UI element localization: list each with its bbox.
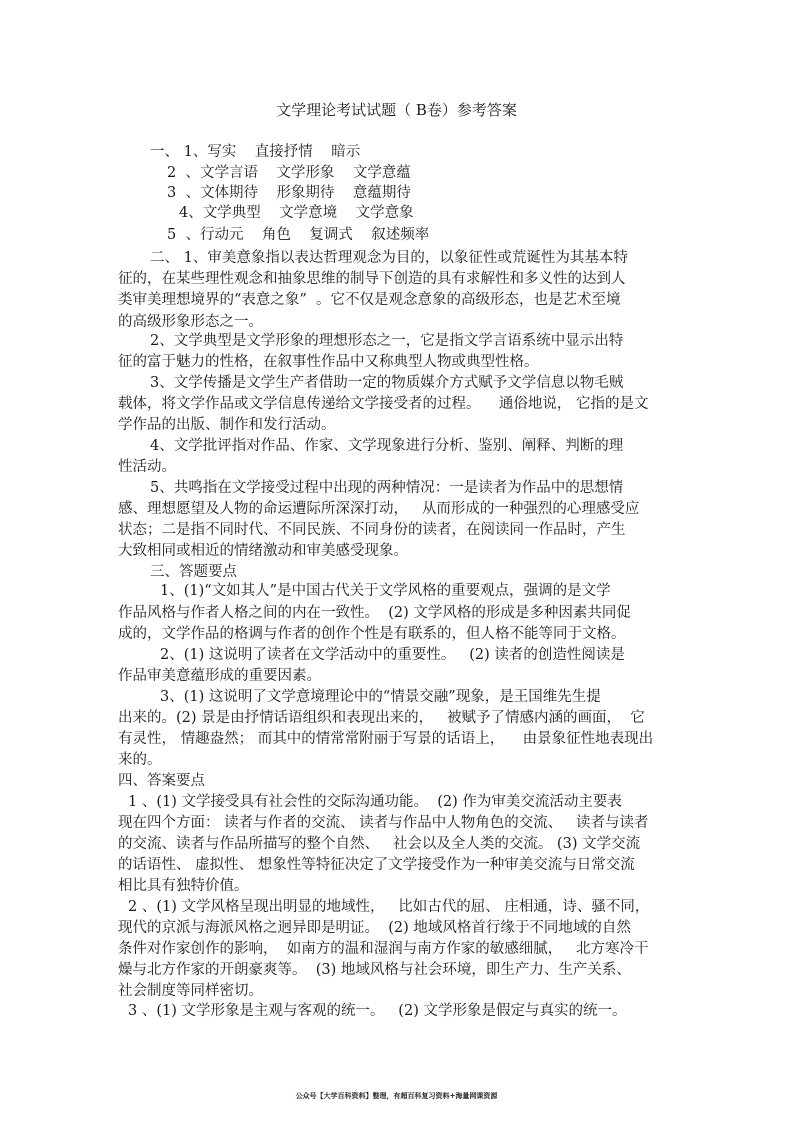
text-line: 类审美理想境界的“表意之象” 。它不仅是观念意象的高级形态，也是艺术至境: [118, 292, 621, 308]
text-line: 征的，在某些理性观念和抽象思维的制导下创造的具有求解性和多义性的达到人: [118, 271, 626, 287]
text-line: 2、文学典型是文学形象的理想形态之一，它是指文学言语系统中显示出特: [150, 333, 624, 349]
text-line: 二、 1、审美意象指以表达哲理观念为目的，以象征性或荒诞性为其基本特: [150, 250, 628, 266]
text-line: 大致相同或相近的情绪激动和审美感受现象。: [118, 543, 408, 559]
text-line: 2 、文学言语 文学形象 文学意蕴: [167, 165, 411, 181]
text-line: 的话语性、 虚拟性、 想象性等特征决定了文学接受作为一种审美交流与日常交流: [118, 857, 635, 873]
text-line: 3、文学传播是文学生产者借助一定的物质媒介方式赋予文学信息以物毛贼: [150, 375, 624, 391]
text-line: 条件对作家创作的影响， 如南方的温和湿润与南方作家的敏感细腻， 北方寒冷干: [118, 941, 649, 957]
text-line: 相比具有独特价值。: [118, 878, 249, 894]
text-line: 3、(1) 这说明了文学意境理论中的“情景交融”现象，是王国维先生提: [160, 689, 601, 705]
text-line: 成的，文学作品的格调与作者的创作个性是有联系的，但人格不能等同于文格。: [118, 626, 626, 642]
text-line: 2 、(1) 文学风格呈现出明显的地域性， 比如古代的屈、 庄相通，诗、骚不同，: [128, 899, 650, 915]
text-line: 作品风格与作者人格之间的内在一致性。 (2) 文学风格的形成是多种因素共同促: [118, 605, 631, 621]
text-line: 2、(1) 这说明了读者在文学活动中的重要性。 (2) 读者的创造性阅读是: [160, 647, 625, 663]
text-line: 三、答题要点: [150, 564, 237, 580]
text-line: 1 、(1) 文学接受具有社会性的交际沟通功能。 (2) 作为审美交流活动主要表: [128, 794, 622, 810]
document-title: 文学理论考试试题（ B卷）参考答案: [276, 101, 517, 119]
text-line: 1、(1)“文如其人”是中国古代关于文学风格的重要观点，强调的是文学: [160, 583, 611, 599]
text-line: 现代的京派与海派风格之迥异即是明证。 (2) 地域风格首行缘于不同地域的自然: [118, 920, 631, 936]
text-line: 3 、文体期待 形象期待 意蕴期待: [167, 185, 411, 201]
text-line: 征的富于魅力的性格，在叙事性作品中又称典型人物或典型性格。: [118, 354, 539, 370]
text-line: 感、理想愿望及人物的命运遭际所深深打动， 从而形成的一种强烈的心理感受应: [118, 501, 640, 517]
text-line: 出来的。(2) 景是由抒情话语组织和表现出来的， 被赋予了情感内涵的画面， 它: [118, 710, 645, 726]
text-line: 有灵性， 情趣盎然； 而其中的情常常附丽于写景的话语上， 由景象征性地表现出: [118, 731, 654, 747]
footer-note: 公众号【大学百科资料】整理，有超百科复习资料+海量网课资源: [295, 1091, 498, 1100]
text-line: 来的。: [118, 752, 162, 768]
text-line: 的高级形象形态之一。: [118, 314, 263, 330]
text-line: 作品审美意蕴形成的重要因素。: [118, 668, 321, 684]
text-line: 5 、行动元 角色 复调式 叙述频率: [167, 227, 430, 243]
text-line: 性活动。: [118, 459, 176, 475]
text-line: 载体，将文学作品或文学信息传递给文学接受者的过程。 通俗地说， 它指的是文: [118, 396, 649, 412]
text-line: 3 、(1) 文学形象是主观与客观的统一。 (2) 文学形象是假定与真实的统一。: [128, 1003, 627, 1019]
text-line: 5、共鸣指在文学接受过程中出现的两种情况：一是读者为作品中的思想情: [150, 480, 624, 496]
text-line: 学作品的出版、制作和发行活动。: [118, 417, 336, 433]
text-line: 现在四个方面： 读者与作者的交流、 读者与作品中人物角色的交流、 读者与读者: [118, 815, 649, 831]
text-line: 4、文学批评指对作品、作家、文学现象进行分析、鉴别、阐释、判断的理: [150, 438, 624, 454]
text-line: 一、 1、写实 直接抒情 暗示: [150, 144, 361, 160]
text-line: 的交流、读者与作品所描写的整个自然、 社会以及全人类的交流。 (3) 文学交流: [118, 836, 641, 852]
text-line: 4、文学典型 文学意境 文学意象: [179, 205, 414, 221]
text-line: 状态；二是指不同时代、不同民族、不同身份的读者，在阅读同一作品时，产生: [118, 522, 626, 538]
text-line: 社会制度等同样密切。: [118, 983, 263, 999]
text-line: 四、答案要点: [118, 773, 205, 789]
text-line: 燥与北方作家的开朗豪爽等。 (3) 地域风格与社会环境，即生产力、生产关系、: [118, 962, 631, 978]
